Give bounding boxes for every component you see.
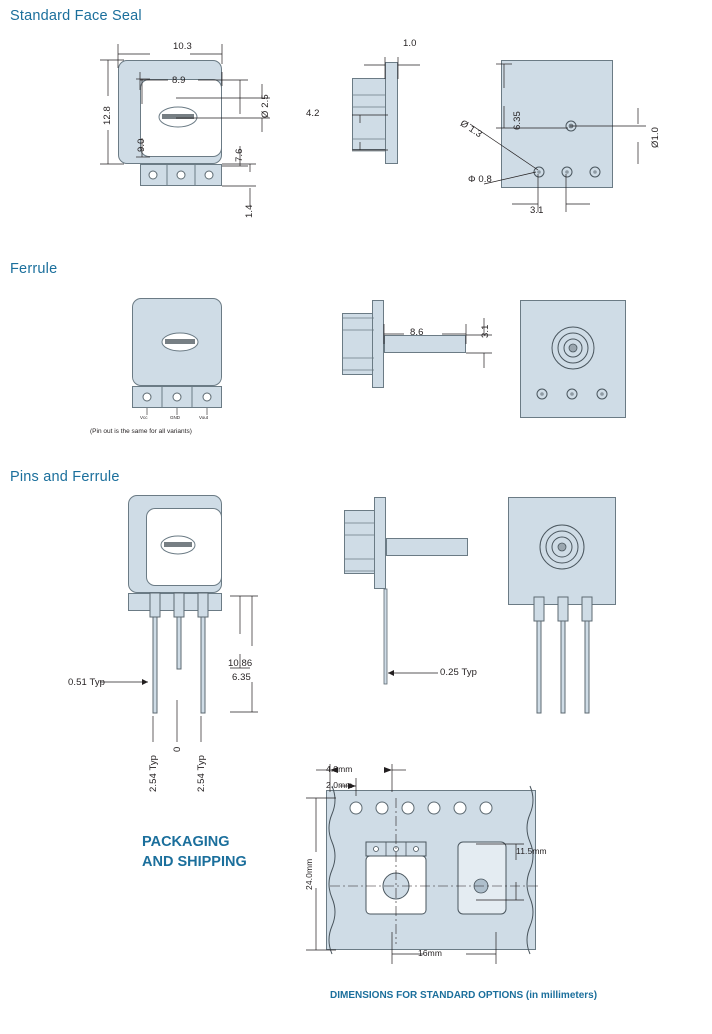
dim-height-inner: 9.0 [136, 138, 147, 152]
footer-caption: DIMENSIONS FOR STANDARD OPTIONS (in millimeters) [330, 990, 598, 1001]
dim-pin-edge-offset: 1.4 [244, 204, 255, 218]
pin-label-vcc: Vcc [140, 415, 148, 420]
packaging-dimensions [280, 756, 560, 976]
dim-rear-vertical-center: 6.35 [512, 111, 523, 130]
dim-pin-length-long: 10.86 [228, 658, 253, 669]
pin-label-gnd: GND [170, 415, 180, 420]
dim-pin-length-short: 6.35 [232, 672, 251, 683]
dimension-lines-rear [450, 46, 670, 231]
pin-label-vout: Vout [199, 415, 209, 420]
dim-flange-thickness: 1.0 [403, 38, 417, 49]
dim-pitch-left: 2.54 Typ [148, 754, 159, 792]
ferrule-screw-slot-icon [132, 298, 224, 390]
dim-pitch-right: 2.54 Typ [196, 754, 207, 792]
dim-ferrule-overall-length: 8.6 [410, 327, 424, 338]
dim-height-outer: 12.8 [102, 106, 113, 125]
dim-pocket-height: 11.5mm [516, 846, 547, 856]
dim-hole-dia-front: Ø 2.5 [260, 94, 271, 118]
dim-ferrule-dia: 3.1 [480, 324, 491, 338]
dim-pitch-top-1: 4.0mm [326, 764, 353, 774]
pinout-note: (Pin out is the same for all variants) [90, 428, 192, 435]
dim-pin-pitch-rear: 3.1 [530, 205, 544, 216]
packaging-title-line1: PACKAGING [142, 834, 230, 850]
dim-width-inner: 8.9 [172, 75, 186, 86]
dim-body-depth: 4.2 [306, 108, 320, 119]
pf-screw-slot-icon [128, 495, 224, 595]
dim-pin-thickness: 0.25 Typ [440, 667, 478, 678]
dim-pin-width: 0.51 Typ [68, 677, 106, 688]
dimension-lines-front [80, 38, 290, 228]
ferrule-rear-concentric-icon [520, 300, 628, 420]
packaging-title-line2: AND SHIPPING [142, 853, 247, 870]
dim-pocket-width: 16mm [418, 948, 443, 958]
section-title-standard-face-seal: Standard Face Seal [10, 8, 142, 24]
section-title-pins-and-ferrule: Pins and Ferrule [10, 469, 120, 485]
packaging-title [142, 833, 247, 872]
ferrule-pin-holes [132, 386, 224, 410]
dim-angle-hole-dia: Ø 1.3 [458, 118, 484, 141]
section-title-ferrule: Ferrule [10, 261, 58, 277]
pf-side-pin-and-dims [344, 505, 524, 705]
dim-pin-row-offset: 7.6 [234, 148, 245, 162]
dim-pitch-top-2: 2.0mm [326, 780, 353, 790]
ferrule-side-dimensions [330, 288, 510, 398]
dim-width-outer: 10.3 [173, 41, 192, 52]
dim-tape-height: 24.0mm [304, 858, 314, 890]
dim-pin-hole-dia: Φ 0.8 [468, 174, 492, 185]
dim-top-hole-dia: Ø1.0 [650, 127, 661, 148]
pf-rear-concentric-and-pins [508, 497, 620, 727]
dim-pitch-center: 0 [172, 746, 183, 752]
